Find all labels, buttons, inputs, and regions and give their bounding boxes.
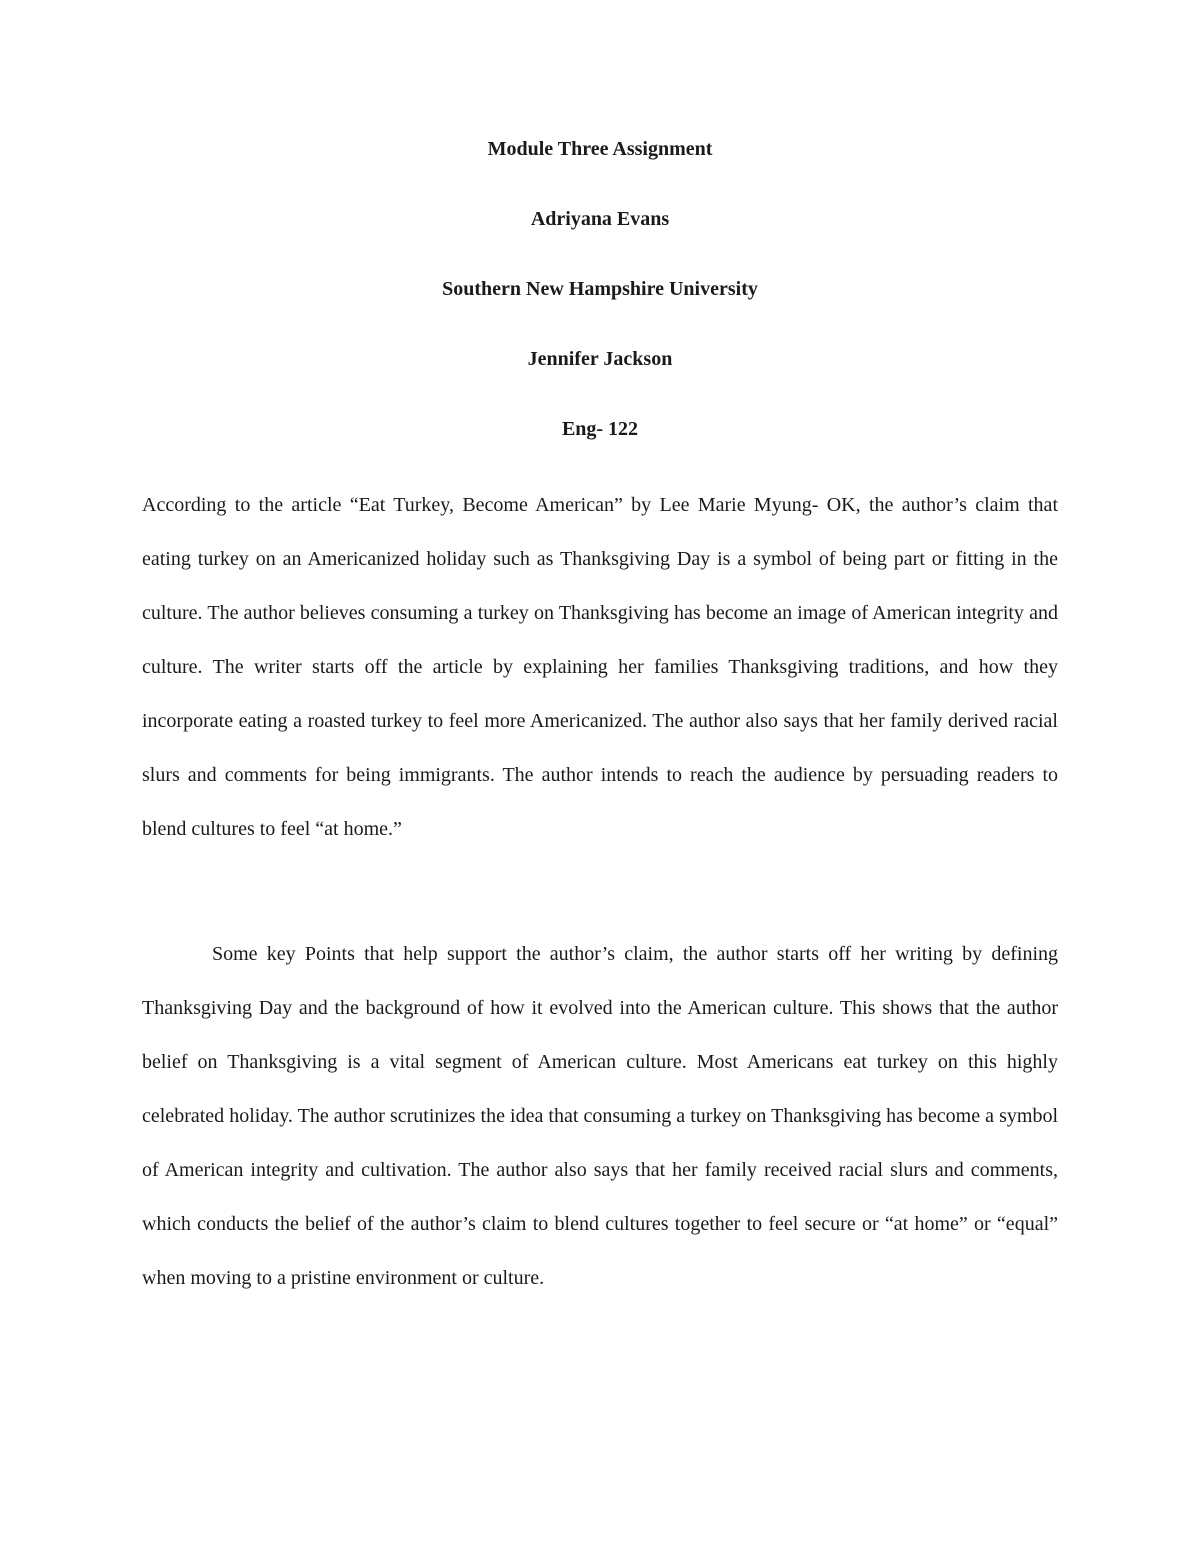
course-code: Eng- 122 (561, 418, 639, 440)
institution-name: Southern New Hampshire University (442, 278, 758, 300)
instructor-name: Jennifer Jackson (527, 348, 673, 370)
body-paragraph-1: According to the article “Eat Turkey, Become American” by Lee Marie Myung- OK, the author’s claim that eating turkey on an Americanized holiday such as Thanksgiving Day is a symbol of being part or fitting in the culture. The author believes consuming a turkey on Thanksgiving has become an image of American integrity and culture. The writer starts off the article by explaining her families Thanksgiving traditions, and how they incorporate eating a roasted turkey to feel more Americanized. The author also says that her family derived racial slurs and comments for being immigrants. The author intends to reach the audience by persuading readers to blend cultures to feel “at home.” (142, 494, 1058, 840)
author-name: Adriyana Evans (530, 208, 670, 230)
title-block (0, 139, 1200, 489)
document-title: Module Three Assignment (487, 138, 713, 160)
body-paragraph-2: Some key Points that help support the author’s claim, the author starts off her writing by defining Thanksgiving Day and the background of how it evolved into the American culture. This shows that the author belief on Thanksgiving is a vital segment of American culture. Most Americans eat turkey on this highly celebrated holiday. The author scrutinizes the idea that consuming a turkey on Thanksgiving has become a symbol of American integrity and cultivation. The author also says that her family received racial slurs and comments, which conducts the belief of the author’s claim to blend cultures together to feel secure or “at home” or “equal” when moving to a pristine environment or culture. (142, 943, 1058, 1289)
